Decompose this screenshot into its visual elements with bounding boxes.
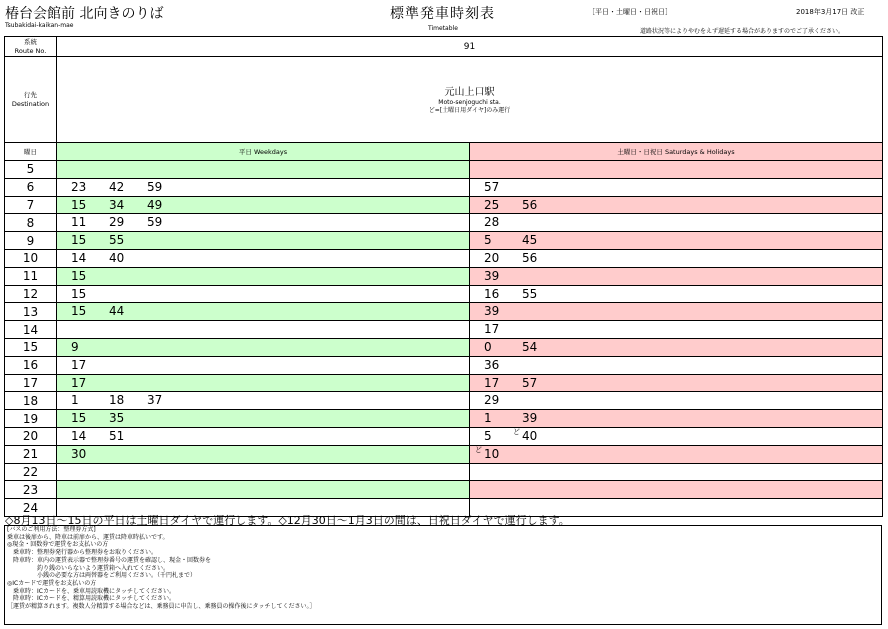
destination-label: 行先 Destination bbox=[5, 57, 57, 143]
departure-minute: 9 bbox=[71, 339, 79, 354]
route-number: 91 bbox=[57, 37, 883, 57]
departure-minute: 42 bbox=[109, 179, 125, 194]
usage-note-line: [バスのご利用方法：整理券方式] bbox=[7, 526, 96, 533]
timetable-row bbox=[5, 356, 883, 374]
weekdays-column-header: 平日 Weekdays bbox=[57, 143, 470, 161]
delay-notice: 道路状況等によりやむをえず遅延する場合がありますのでご了承ください。 bbox=[640, 28, 845, 35]
departure-minute: 44 bbox=[109, 304, 125, 319]
timetable-row bbox=[5, 481, 883, 499]
departure-minute: 20 bbox=[484, 250, 500, 265]
weekdays-minutes-cell bbox=[57, 285, 470, 303]
hour-cell: 20 bbox=[5, 427, 57, 445]
departure-minute: 11 bbox=[71, 215, 87, 230]
weekdays-minutes-cell bbox=[57, 427, 470, 445]
destination-row bbox=[5, 57, 883, 143]
timetable-row bbox=[5, 178, 883, 196]
departure-minute: 36 bbox=[484, 357, 500, 372]
departure-minute: 23 bbox=[71, 179, 87, 194]
stop-romaji: Tsubakidai-kaikan-mae bbox=[5, 22, 74, 29]
usage-note-line: 降車時：ICカードを、精算用読取機にタッチしてください。 bbox=[7, 595, 175, 603]
timetable-row bbox=[5, 285, 883, 303]
hour-cell: 15 bbox=[5, 338, 57, 356]
weekdays-minutes-cell bbox=[57, 410, 470, 428]
destination-cell bbox=[57, 57, 883, 143]
hour-cell: 9 bbox=[5, 232, 57, 250]
weekdays-minutes-cell bbox=[57, 463, 470, 481]
timetable-row bbox=[5, 427, 883, 445]
timetable-row bbox=[5, 303, 883, 321]
departure-minute: 10 bbox=[484, 446, 500, 461]
holidays-minutes-cell bbox=[470, 481, 883, 499]
holidays-column-header: 土曜日・日祝日 Saturdays & Holidays bbox=[470, 143, 883, 161]
day-types-label: ［平日・土曜日・日祝日］ bbox=[588, 8, 672, 16]
departure-minute: 17 bbox=[484, 322, 500, 337]
departure-minute: 15 bbox=[71, 304, 87, 319]
hour-cell: 6 bbox=[5, 178, 57, 196]
hour-cell: 13 bbox=[5, 303, 57, 321]
departure-minute: 56 bbox=[522, 250, 538, 265]
departure-minute: 35 bbox=[109, 411, 125, 426]
departure-minute: 15 bbox=[71, 268, 87, 283]
usage-note-line: 降車時：車内の運賃表示器で整理券番号の運賃を確認し、現金・回数券を bbox=[7, 556, 212, 564]
holidays-minutes-cell bbox=[470, 249, 883, 267]
holidays-minutes-cell bbox=[470, 392, 883, 410]
departure-minute: 29 bbox=[109, 215, 125, 230]
weekdays-minutes-cell bbox=[57, 374, 470, 392]
hour-cell: 19 bbox=[5, 410, 57, 428]
departure-minute: 5 bbox=[484, 428, 492, 443]
usage-note-line: ［運賃が精算されます。複数人分精算する場合などは、乗務員に申告し、乗務員の操作後にタッチしてください。］ bbox=[7, 603, 316, 611]
operation-notice: ◇8月13日～15日の平日は土曜日ダイヤで運行します。◇12月30日～1月3日の間は、日祝日ダイヤで運行します。 bbox=[5, 514, 570, 527]
hour-cell: 7 bbox=[5, 196, 57, 214]
hour-cell: 17 bbox=[5, 374, 57, 392]
departure-minute: 15 bbox=[71, 233, 87, 248]
weekdays-minutes-cell bbox=[57, 392, 470, 410]
timetable-row bbox=[5, 321, 883, 339]
weekdays-minutes-cell bbox=[57, 178, 470, 196]
holidays-minutes-cell bbox=[470, 178, 883, 196]
saturday-only-mark: ど bbox=[475, 445, 482, 454]
departure-minute: 39 bbox=[484, 268, 500, 283]
hour-cell: 14 bbox=[5, 321, 57, 339]
departure-minute: 57 bbox=[484, 179, 500, 194]
stop-name: 椿台会館前 北向きのりば bbox=[5, 6, 164, 22]
hour-cell: 8 bbox=[5, 214, 57, 232]
holidays-minutes-cell bbox=[470, 445, 883, 463]
timetable bbox=[4, 36, 883, 517]
hour-cell: 12 bbox=[5, 285, 57, 303]
usage-notes bbox=[4, 525, 882, 625]
departure-minute: 39 bbox=[484, 304, 500, 319]
departure-minute: 15 bbox=[71, 411, 87, 426]
holidays-minutes-cell bbox=[470, 321, 883, 339]
departure-minute: 15 bbox=[71, 286, 87, 301]
departure-minute: 5 bbox=[484, 233, 492, 248]
page-title-en: Timetable bbox=[428, 25, 458, 32]
departure-minute: 1 bbox=[484, 411, 492, 426]
departure-minute: 34 bbox=[109, 197, 125, 212]
timetable-row bbox=[5, 338, 883, 356]
departure-minute: 59 bbox=[147, 179, 163, 194]
hour-cell: 21 bbox=[5, 445, 57, 463]
hour-cell: 11 bbox=[5, 267, 57, 285]
weekdays-minutes-cell bbox=[57, 267, 470, 285]
destination-romaji: Moto-senjoguchi sta. bbox=[438, 99, 501, 106]
departure-minute: 37 bbox=[147, 393, 163, 408]
departure-minute: 55 bbox=[522, 286, 538, 301]
departure-minute: 17 bbox=[484, 375, 500, 390]
timetable-row bbox=[5, 267, 883, 285]
hour-cell: 22 bbox=[5, 463, 57, 481]
departure-minute: 49 bbox=[147, 197, 163, 212]
destination-note: ど=[土曜日用ダイヤ]のみ運行 bbox=[428, 107, 511, 114]
timetable-row bbox=[5, 214, 883, 232]
usage-note-line: 乗車は後扉から、降車は前扉から、運賃は降車時払いです。 bbox=[7, 533, 169, 541]
weekdays-minutes-cell bbox=[57, 445, 470, 463]
holidays-minutes-cell bbox=[470, 374, 883, 392]
usage-note-line: 小銭の必要な方は両替器をご利用ください。（千円札まで） bbox=[7, 572, 197, 580]
timetable-row bbox=[5, 161, 883, 179]
hour-cell: 5 bbox=[5, 161, 57, 179]
departure-minute: 39 bbox=[522, 411, 538, 426]
departure-minute: 29 bbox=[484, 393, 500, 408]
timetable-row bbox=[5, 410, 883, 428]
weekdays-minutes-cell bbox=[57, 196, 470, 214]
hour-column-header: 曜日 bbox=[5, 143, 57, 161]
weekdays-minutes-cell bbox=[57, 214, 470, 232]
departure-minute: 45 bbox=[522, 233, 538, 248]
route-label: 系統 Route No. bbox=[5, 37, 57, 57]
destination-name: 元山上口駅 bbox=[444, 87, 495, 98]
revised-date: 2018年3月17日 改正 bbox=[796, 8, 865, 16]
departure-minute: 1 bbox=[71, 393, 79, 408]
holidays-minutes-cell bbox=[470, 427, 883, 445]
departure-minute: 14 bbox=[71, 250, 87, 265]
hour-cell: 23 bbox=[5, 481, 57, 499]
timetable-row bbox=[5, 463, 883, 481]
hour-cell: 10 bbox=[5, 249, 57, 267]
saturday-only-mark: ど bbox=[513, 427, 520, 436]
usage-note-line: 乗車時：整理券発行器から整理券をお取りください。 bbox=[7, 549, 158, 557]
departure-minute: 15 bbox=[71, 197, 87, 212]
departure-minute: 51 bbox=[109, 428, 125, 443]
departure-minute: 59 bbox=[147, 215, 163, 230]
holidays-minutes-cell bbox=[470, 356, 883, 374]
weekdays-minutes-cell bbox=[57, 338, 470, 356]
departure-minute: 17 bbox=[71, 357, 87, 372]
usage-note-line: ◎ICカードで運賃をお支払いの方 bbox=[7, 579, 97, 587]
timetable-row bbox=[5, 445, 883, 463]
holidays-minutes-cell bbox=[470, 161, 883, 179]
hour-cell: 16 bbox=[5, 356, 57, 374]
usage-note-line: ◎現金・回数券で運賃をお支払いの方 bbox=[7, 541, 109, 549]
departure-minute: 17 bbox=[71, 375, 87, 390]
weekdays-minutes-cell bbox=[57, 249, 470, 267]
weekdays-minutes-cell bbox=[57, 232, 470, 250]
holidays-minutes-cell bbox=[470, 285, 883, 303]
timetable-row bbox=[5, 232, 883, 250]
weekdays-minutes-cell bbox=[57, 303, 470, 321]
weekdays-minutes-cell bbox=[57, 356, 470, 374]
holidays-minutes-cell bbox=[470, 214, 883, 232]
holidays-minutes-cell bbox=[470, 303, 883, 321]
departure-minute: 14 bbox=[71, 428, 87, 443]
usage-note-line: 乗車時：ICカードを、乗車用読取機にタッチしてください。 bbox=[7, 587, 175, 595]
page-title: 標準発車時刻表 bbox=[390, 6, 495, 22]
timetable-row bbox=[5, 374, 883, 392]
timetable-row bbox=[5, 196, 883, 214]
departure-minute: 54 bbox=[522, 339, 538, 354]
departure-minute: 40 bbox=[522, 428, 538, 443]
holidays-minutes-cell bbox=[470, 196, 883, 214]
departure-minute: 56 bbox=[522, 197, 538, 212]
timetable-row bbox=[5, 392, 883, 410]
departure-minute: 40 bbox=[109, 250, 125, 265]
holidays-minutes-cell bbox=[470, 338, 883, 356]
holidays-minutes-cell bbox=[470, 232, 883, 250]
weekdays-minutes-cell bbox=[57, 161, 470, 179]
departure-minute: 28 bbox=[484, 215, 500, 230]
departure-minute: 57 bbox=[522, 375, 538, 390]
route-row bbox=[5, 37, 883, 57]
departure-minute: 55 bbox=[109, 233, 125, 248]
hour-cell: 18 bbox=[5, 392, 57, 410]
weekdays-minutes-cell bbox=[57, 481, 470, 499]
departure-minute: 0 bbox=[484, 339, 492, 354]
departure-minute: 16 bbox=[484, 286, 500, 301]
departure-minute: 30 bbox=[71, 446, 87, 461]
hour-cell: 24 bbox=[5, 499, 57, 517]
departure-minute: 25 bbox=[484, 197, 500, 212]
usage-note-line: 釣り銭のいらないよう運賃箱へ入れてください。 bbox=[7, 564, 170, 572]
holidays-minutes-cell bbox=[470, 410, 883, 428]
holidays-minutes-cell bbox=[470, 463, 883, 481]
timetable-row bbox=[5, 249, 883, 267]
departure-minute: 18 bbox=[109, 393, 125, 408]
column-header-row bbox=[5, 143, 883, 161]
holidays-minutes-cell bbox=[470, 267, 883, 285]
weekdays-minutes-cell bbox=[57, 321, 470, 339]
